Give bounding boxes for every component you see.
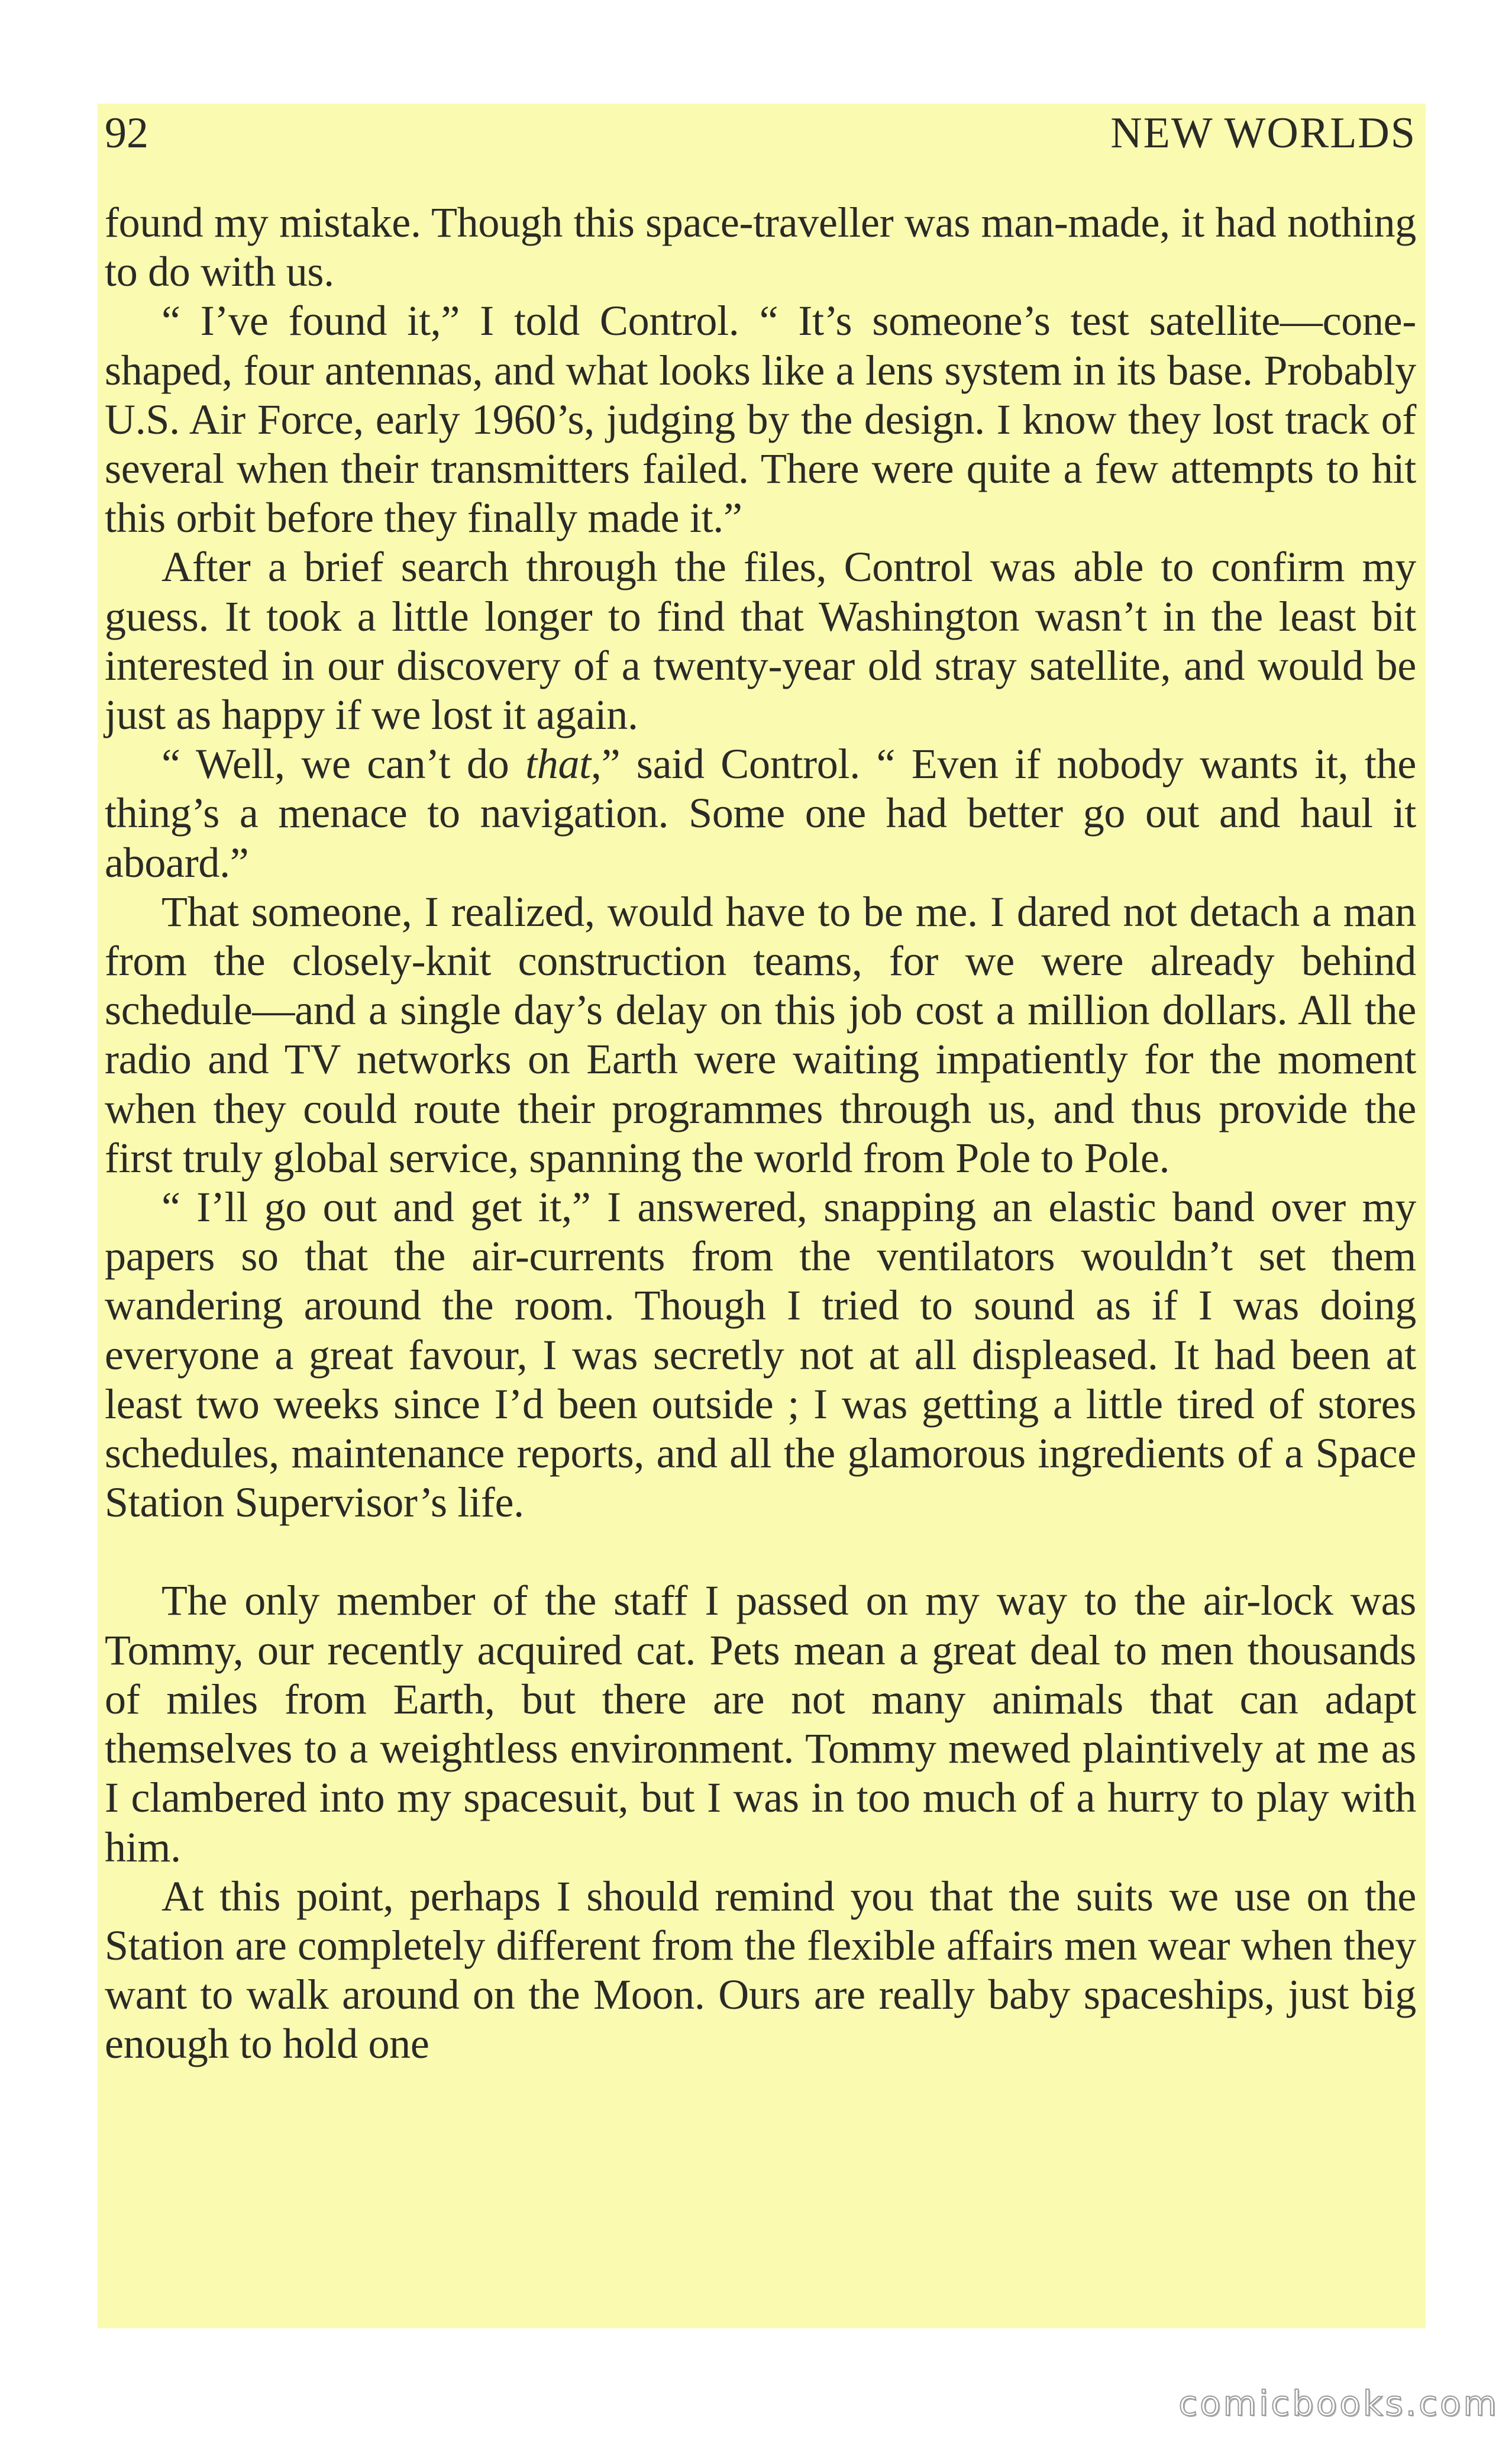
paragraph: “ I’ve found it,” I told Control. “ It’s someone’s test satellite—cone-shaped, four antennas, and what looks like a lens system in its base. Probably U.S. Air Force, early 1960’s, judging by the design. I know they lost track of several when their transmitters failed. There were quite a few attempts to hit this orbit before they finally made it.” [105,297,1416,542]
paragraph-text-part: “ Well, we can’t do that,” said Control. “ Even if nobody wants it, the thing’s a menace to navigation. Some one had better go out and haul it aboard.” [105,740,1416,886]
paragraph: At this point, perhaps I should remind you that the suits we use on the Station are completely different from the flexible affairs men wear when they want to walk around on the Moon. Ours are really baby spaceships, just big enough to hold one [105,1872,1416,2068]
paragraph: The only member of the staff I passed on my way to the air-lock was Tommy, our recently acquired cat. Pets mean a great deal to men thousands of miles from Earth, but there are not many animals that can adapt themselves to a weightless environment. Tommy mewed plaintively at me as I clambered into my spacesuit, but I was in too much of a hurry to play with him. [105,1577,1416,1871]
running-head [105,104,1416,163]
paragraph: found my mistake. Though this space-traveller was man-made, it had nothing to do with us. [105,199,1416,296]
story-body [105,198,1416,2069]
magazine-page [98,104,1426,2328]
emphasis: that [525,740,591,788]
running-title: NEW WORLDS [1110,109,1416,157]
paragraph: After a brief search through the files, Control was able to confirm my guess. It took a little longer to find that Washington wasn’t in the least bit interested in our discovery of a twenty-year old stray satellite, and would be just as happy if we lost it again. [105,543,1416,739]
paragraph [105,740,1416,888]
paragraph: “ I’ll go out and get it,” I answered, snapping an elastic band over my papers so that the air-currents from the ventilators wouldn’t set them wandering around the room. Though I tried to sound as if I was doing everyone a great favour, I was secretly not at all displeased. It had been at least two weeks since I’d been outside ; I was getting a little tired of stores schedules, maintenance reports, and all the glamorous ingredients of a Space Station Supervisor’s life. [105,1183,1416,1527]
page-number: 92 [105,109,148,157]
site-watermark: comicbooks.com [1178,2383,1499,2424]
paragraph: That someone, I realized, would have to be me. I dared not detach a man from the closely-knit construction teams, for we were already behind schedule—and a single day’s delay on this job cost a million dollars. All the radio and TV networks on Earth were waiting impatiently for the moment when they could route their programmes through us, and thus provide the first truly global service, spanning the world from Pole to Pole. [105,888,1416,1182]
